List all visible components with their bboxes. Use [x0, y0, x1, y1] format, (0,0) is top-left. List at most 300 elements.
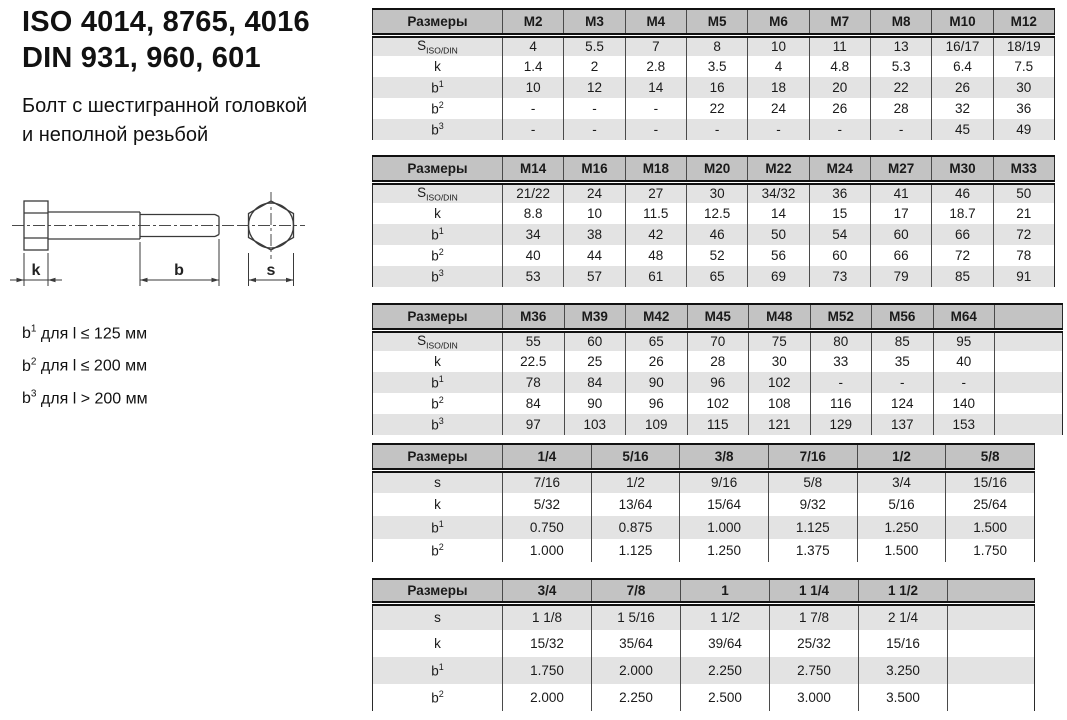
table-row	[373, 684, 1035, 711]
cell: 66	[932, 224, 993, 245]
cell: 79	[870, 266, 931, 287]
column-header: M33	[993, 156, 1054, 182]
note-line: $b^2$ для l ≤ 200 мм	[22, 356, 148, 375]
cell: 41	[870, 182, 931, 203]
column-header: M64	[933, 304, 995, 330]
cell: 38	[564, 224, 625, 245]
column-header: M52	[810, 304, 872, 330]
cell: 2 1/4	[859, 603, 948, 630]
table-row	[373, 603, 1035, 630]
table-corner-label: Размеры	[373, 444, 503, 470]
table-row	[373, 56, 1055, 77]
cell: 2.500	[681, 684, 770, 711]
cell: 78	[993, 245, 1054, 266]
cell: 0.750	[503, 516, 592, 539]
cell: 72	[932, 245, 993, 266]
column-header: 1 1/2	[859, 579, 948, 603]
cell: 8	[686, 35, 747, 56]
row-label: $b^2$	[431, 689, 444, 706]
table-row	[373, 493, 1035, 516]
cell: 1.375	[768, 539, 857, 562]
cell: 15	[809, 203, 870, 224]
table-row	[373, 372, 1063, 393]
cell: 26	[932, 77, 993, 98]
cell: 16	[686, 77, 747, 98]
cell: 85	[932, 266, 993, 287]
cell: 12	[564, 77, 625, 98]
empty-cell	[995, 393, 1063, 414]
cell: 7.5	[993, 56, 1054, 77]
cell: 1/2	[591, 470, 680, 493]
dimension-b	[140, 239, 219, 286]
cell: 3.000	[770, 684, 859, 711]
cell: 3.5	[686, 56, 747, 77]
cell: -	[872, 372, 934, 393]
header-row	[373, 579, 1035, 603]
cell: 30	[749, 351, 811, 372]
cell: 1.500	[946, 516, 1035, 539]
k-dimension-label: k	[31, 262, 41, 279]
column-header: M8	[870, 9, 931, 35]
empty-cell	[948, 684, 1035, 711]
cell: 44	[564, 245, 625, 266]
cell: 9/16	[680, 470, 769, 493]
cell: 5.3	[870, 56, 931, 77]
cell: 4	[503, 35, 564, 56]
cell: 65	[626, 330, 688, 351]
cell: 56	[748, 245, 809, 266]
empty-cell	[995, 351, 1063, 372]
table-row	[373, 77, 1055, 98]
column-header: M14	[503, 156, 564, 182]
cell: 8.8	[503, 203, 564, 224]
table-row	[373, 182, 1055, 203]
column-header: M5	[686, 9, 747, 35]
cell: -	[564, 119, 625, 140]
cell: 34/32	[748, 182, 809, 203]
cell: 109	[626, 414, 688, 435]
column-header: M22	[748, 156, 809, 182]
table-row	[373, 224, 1055, 245]
column-header: M18	[625, 156, 686, 182]
cell: 116	[810, 393, 872, 414]
cell: 15/64	[680, 493, 769, 516]
cell: 22.5	[503, 351, 565, 372]
cell: 80	[810, 330, 872, 351]
notes	[22, 316, 148, 413]
column-header: M45	[687, 304, 749, 330]
note-line: $b^3$ для l > 200 мм	[22, 388, 148, 407]
cell: 45	[932, 119, 993, 140]
cell: -	[686, 119, 747, 140]
cell: 21	[993, 203, 1054, 224]
cell: 1.750	[946, 539, 1035, 562]
column-header: 7/8	[592, 579, 681, 603]
column-header: M48	[749, 304, 811, 330]
cell: 34	[503, 224, 564, 245]
cell: 15/16	[859, 630, 948, 657]
cell: 14	[748, 203, 809, 224]
cell: 85	[872, 330, 934, 351]
cell: 7	[625, 35, 686, 56]
cell: 2.000	[503, 684, 592, 711]
cell: 60	[809, 245, 870, 266]
cell: -	[625, 119, 686, 140]
column-header: M24	[809, 156, 870, 182]
cell: 14	[625, 77, 686, 98]
table-row	[373, 245, 1055, 266]
cell: 7/16	[503, 470, 592, 493]
column-header: 1/2	[857, 444, 946, 470]
subtitle-block	[22, 92, 307, 150]
cell: 3.250	[859, 657, 948, 684]
subtitle-line1: Болт с шестигранной головкой	[22, 95, 308, 117]
column-header: 7/16	[768, 444, 857, 470]
subtitle-line2: и неполной резьбой	[22, 124, 209, 146]
empty-cell	[995, 414, 1063, 435]
cell: 36	[809, 182, 870, 203]
spec-table-5	[372, 578, 1035, 711]
cell: 103	[564, 414, 626, 435]
dimension-k	[10, 253, 62, 286]
spec-table-2	[372, 155, 1055, 287]
row-label: s	[434, 610, 441, 626]
row-label: $b^3$	[431, 121, 444, 138]
cell: -	[870, 119, 931, 140]
column-header: M6	[748, 9, 809, 35]
row-label: $b^2$	[431, 542, 444, 559]
table-row	[373, 539, 1035, 562]
cell: 73	[809, 266, 870, 287]
header-row	[373, 156, 1055, 182]
note-symbol: $b^1$	[22, 324, 37, 343]
cell: 9/32	[768, 493, 857, 516]
cell: 2.250	[681, 657, 770, 684]
cell: 108	[749, 393, 811, 414]
cell: 10	[748, 35, 809, 56]
row-label: $b^1$	[431, 226, 444, 243]
row-label: s	[434, 475, 441, 491]
cell: 102	[749, 372, 811, 393]
cell: 84	[503, 393, 565, 414]
cell: 60	[564, 330, 626, 351]
row-label: $b^1$	[431, 374, 444, 391]
title-block	[22, 4, 310, 76]
row-label: $S_{ISO/DIN}$	[417, 332, 458, 351]
row-label: $b^1$	[431, 79, 444, 96]
table-corner-label: Размеры	[373, 579, 503, 603]
header-row	[373, 304, 1063, 330]
cell: 50	[748, 224, 809, 245]
cell: 4.8	[809, 56, 870, 77]
cell: 28	[687, 351, 749, 372]
s-dimension-label: s	[266, 262, 276, 279]
cell: 5.5	[564, 35, 625, 56]
row-label: k	[434, 59, 441, 74]
cell: 22	[870, 77, 931, 98]
cell: 39/64	[681, 630, 770, 657]
cell: 30	[686, 182, 747, 203]
cell: -	[933, 372, 995, 393]
cell: 4	[748, 56, 809, 77]
cell: 52	[686, 245, 747, 266]
cell: 15/32	[503, 630, 592, 657]
cell: 18/19	[993, 35, 1054, 56]
cell: 53	[503, 266, 564, 287]
cell: 129	[810, 414, 872, 435]
cell: 2.8	[625, 56, 686, 77]
cell: 60	[870, 224, 931, 245]
header-row	[373, 9, 1055, 35]
cell: 115	[687, 414, 749, 435]
column-header: M27	[870, 156, 931, 182]
row-label: $S_{ISO/DIN}$	[417, 184, 458, 203]
cell: 5/16	[857, 493, 946, 516]
row-label: $b^2$	[431, 395, 444, 412]
cell: 27	[625, 182, 686, 203]
spec-table-3	[372, 303, 1063, 435]
cell: 26	[809, 98, 870, 119]
cell: 10	[503, 77, 564, 98]
table-row	[373, 98, 1055, 119]
cell: 25/64	[946, 493, 1035, 516]
cell: 3.500	[859, 684, 948, 711]
cell: 24	[564, 182, 625, 203]
cell: 36	[993, 98, 1054, 119]
cell: 65	[686, 266, 747, 287]
cell: 49	[993, 119, 1054, 140]
column-header: M12	[993, 9, 1054, 35]
cell: 1.750	[503, 657, 592, 684]
bolt-head-front	[237, 192, 305, 259]
cell: 26	[626, 351, 688, 372]
column-header: M3	[564, 9, 625, 35]
row-label: k	[434, 497, 441, 512]
cell: 12.5	[686, 203, 747, 224]
cell: 70	[687, 330, 749, 351]
row-label: k	[434, 206, 441, 221]
cell: 30	[993, 77, 1054, 98]
cell: -	[748, 119, 809, 140]
cell: 48	[625, 245, 686, 266]
bolt-drawing	[6, 180, 316, 315]
column-header: M2	[503, 9, 564, 35]
cell: 25	[564, 351, 626, 372]
table-row	[373, 414, 1063, 435]
table-corner-label: Размеры	[373, 9, 503, 35]
row-label: k	[434, 354, 441, 369]
cell: 42	[625, 224, 686, 245]
cell: 90	[626, 372, 688, 393]
column-header: M10	[932, 9, 993, 35]
cell: 10	[564, 203, 625, 224]
column-header: M42	[626, 304, 688, 330]
cell: 22	[686, 98, 747, 119]
column-header: 5/8	[946, 444, 1035, 470]
cell: 15/16	[946, 470, 1035, 493]
cell: 97	[503, 414, 565, 435]
cell: 1 5/16	[592, 603, 681, 630]
column-header: 1/4	[503, 444, 592, 470]
table-row	[373, 630, 1035, 657]
table-row	[373, 516, 1035, 539]
column-header: M36	[503, 304, 565, 330]
cell: 40	[503, 245, 564, 266]
cell: 121	[749, 414, 811, 435]
cell: 1.125	[768, 516, 857, 539]
cell: 46	[932, 182, 993, 203]
cell: 84	[564, 372, 626, 393]
cell: 140	[933, 393, 995, 414]
cell: 24	[748, 98, 809, 119]
column-header: 1 1/4	[770, 579, 859, 603]
cell: 102	[687, 393, 749, 414]
empty-cell	[948, 657, 1035, 684]
spec-table-4	[372, 443, 1035, 562]
cell: 46	[686, 224, 747, 245]
row-label: k	[434, 636, 441, 651]
b-dimension-label: b	[174, 262, 184, 279]
cell: 1 7/8	[770, 603, 859, 630]
note-symbol: $b^3$	[22, 388, 37, 407]
cell: 2.750	[770, 657, 859, 684]
cell: 25/32	[770, 630, 859, 657]
cell: 1.4	[503, 56, 564, 77]
note-symbol: $b^2$	[22, 356, 37, 375]
cell: 91	[993, 266, 1054, 287]
column-header: M7	[809, 9, 870, 35]
cell: -	[503, 119, 564, 140]
cell: 124	[872, 393, 934, 414]
cell: 96	[687, 372, 749, 393]
empty-cell	[948, 603, 1035, 630]
cell: -	[625, 98, 686, 119]
cell: 137	[872, 414, 934, 435]
cell: 11	[809, 35, 870, 56]
cell: 1.250	[680, 539, 769, 562]
cell: 66	[870, 245, 931, 266]
title-iso: ISO 4014, 8765, 4016	[22, 6, 310, 38]
column-header: M56	[872, 304, 934, 330]
cell: 40	[933, 351, 995, 372]
column-header: 3/4	[503, 579, 592, 603]
column-header: M30	[932, 156, 993, 182]
cell: 35	[872, 351, 934, 372]
cell: 35/64	[592, 630, 681, 657]
table-row	[373, 203, 1055, 224]
table-row	[373, 266, 1055, 287]
column-header: 5/16	[591, 444, 680, 470]
empty-column-header	[948, 579, 1035, 603]
cell: -	[503, 98, 564, 119]
table-corner-label: Размеры	[373, 156, 503, 182]
cell: 54	[809, 224, 870, 245]
cell: 69	[748, 266, 809, 287]
cell: 1 1/2	[681, 603, 770, 630]
table-row	[373, 35, 1055, 56]
table-row	[373, 393, 1063, 414]
empty-cell	[995, 372, 1063, 393]
cell: 2	[564, 56, 625, 77]
row-label: $b^2$	[431, 100, 444, 117]
cell: 6.4	[932, 56, 993, 77]
column-header: M39	[564, 304, 626, 330]
cell: 57	[564, 266, 625, 287]
table-row	[373, 119, 1055, 140]
cell: 32	[932, 98, 993, 119]
column-header: 3/8	[680, 444, 769, 470]
table-row	[373, 330, 1063, 351]
cell: 1.000	[680, 516, 769, 539]
cell: 20	[809, 77, 870, 98]
title-din: DIN 931, 960, 601	[22, 42, 261, 74]
cell: 2.250	[592, 684, 681, 711]
row-label: $S_{ISO/DIN}$	[417, 37, 458, 56]
cell: 5/32	[503, 493, 592, 516]
cell: 78	[503, 372, 565, 393]
cell: 18	[748, 77, 809, 98]
row-label: $b^2$	[431, 247, 444, 264]
cell: 13/64	[591, 493, 680, 516]
cell: 1 1/8	[503, 603, 592, 630]
cell: 13	[870, 35, 931, 56]
header-row	[373, 444, 1035, 470]
table-row	[373, 470, 1035, 493]
cell: 96	[626, 393, 688, 414]
cell: 55	[503, 330, 565, 351]
cell: 3/4	[857, 470, 946, 493]
cell: 18.7	[932, 203, 993, 224]
column-header: M4	[625, 9, 686, 35]
cell: 21/22	[503, 182, 564, 203]
cell: -	[564, 98, 625, 119]
cell: 2.000	[592, 657, 681, 684]
empty-cell	[948, 630, 1035, 657]
cell: -	[810, 372, 872, 393]
row-label: $b^1$	[431, 519, 444, 536]
table-row	[373, 351, 1063, 372]
column-header: 1	[681, 579, 770, 603]
empty-column-header	[995, 304, 1063, 330]
column-header: M16	[564, 156, 625, 182]
cell: 72	[993, 224, 1054, 245]
cell: 33	[810, 351, 872, 372]
note-line: $b^1$ для l ≤ 125 мм	[22, 324, 148, 343]
cell: -	[809, 119, 870, 140]
cell: 1.500	[857, 539, 946, 562]
cell: 153	[933, 414, 995, 435]
empty-cell	[995, 330, 1063, 351]
cell: 0.875	[591, 516, 680, 539]
row-label: $b^3$	[431, 268, 444, 285]
column-header: M20	[686, 156, 747, 182]
table-row	[373, 657, 1035, 684]
cell: 11.5	[625, 203, 686, 224]
cell: 61	[625, 266, 686, 287]
cell: 1.000	[503, 539, 592, 562]
cell: 5/8	[768, 470, 857, 493]
cell: 50	[993, 182, 1054, 203]
spec-table-1	[372, 8, 1055, 140]
cell: 17	[870, 203, 931, 224]
cell: 75	[749, 330, 811, 351]
cell: 16/17	[932, 35, 993, 56]
cell: 95	[933, 330, 995, 351]
cell: 90	[564, 393, 626, 414]
cell: 1.250	[857, 516, 946, 539]
cell: 28	[870, 98, 931, 119]
row-label: $b^3$	[431, 416, 444, 433]
